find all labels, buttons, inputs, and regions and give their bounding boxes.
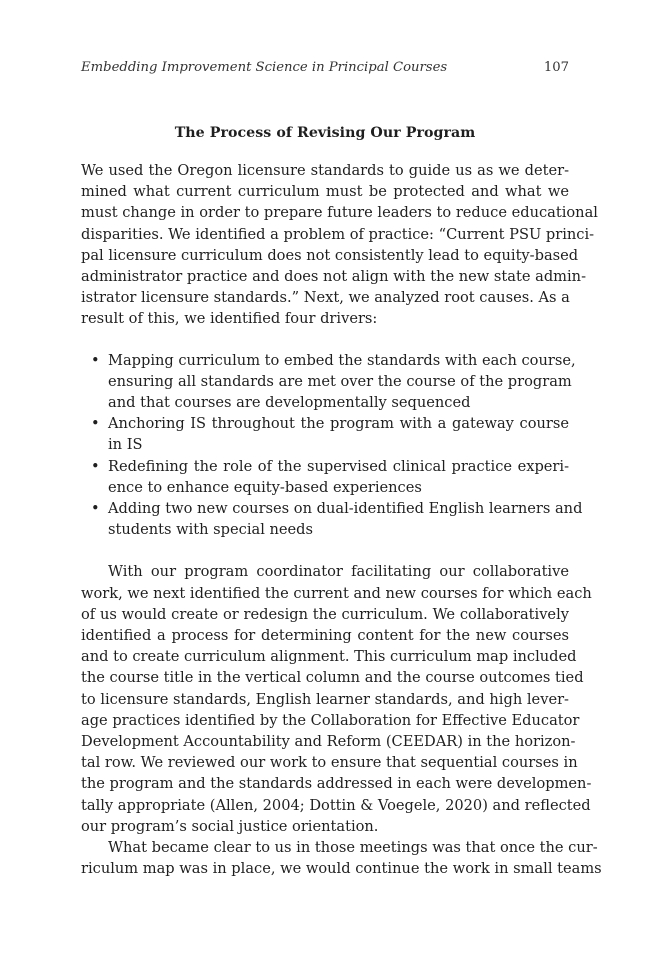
section-heading: The Process of Revising Our Program: [174, 125, 476, 141]
bullet-icon: •: [91, 415, 100, 433]
text-line: Anchoring IS throughout the program with a gateway course: [108, 415, 569, 433]
text-line: and that courses are developmentally sequenced: [108, 394, 471, 412]
text-line: and to create curriculum alignment. This curriculum map included: [81, 648, 577, 666]
text-line: result of this, we identified four drivers:: [81, 310, 378, 328]
text-line: tally appropriate (Allen, 2004; Dottin & Voegele, 2020) and reflected: [81, 796, 591, 814]
text-line: riculum map was in place, we would continue the work in small teams: [81, 860, 602, 878]
text-line: must change in order to prepare future leaders to reduce educational: [81, 204, 598, 222]
paragraph-3: [81, 837, 602, 879]
text-line: istrator licensure standards.” Next, we analyzed root causes. As a: [81, 289, 570, 307]
text-line: mined what current curriculum must be protected and what we: [81, 183, 569, 201]
driver-item: [81, 413, 569, 455]
bullet-icon: •: [91, 457, 100, 475]
text-line: ence to enhance equity-based experiences: [108, 478, 422, 496]
text-line: What became clear to us in those meetings was that once the cur-: [108, 839, 598, 857]
text-line: in IS: [108, 436, 143, 454]
text-line: age practices identified by the Collaboration for Effective Educator: [81, 711, 580, 729]
running-head-title: Embedding Improvement Science in Principal Courses: [81, 60, 448, 75]
text-line: disparities. We identified a problem of practice: “Current PSU princi-: [81, 225, 595, 243]
text-line: to licensure standards, English learner standards, and high lever-: [81, 690, 569, 708]
book-page: [81, 60, 602, 880]
text-line: Redefining the role of the supervised clinical practice experi-: [108, 457, 569, 475]
text-line: Adding two new courses on dual-identified English learners and: [108, 500, 583, 518]
text-line: ensuring all standards are met over the course of the program: [108, 372, 572, 390]
text-line: pal licensure curriculum does not consistently lead to equity-based: [81, 246, 579, 264]
driver-item: [81, 498, 583, 540]
text-line: With our program coordinator facilitating our collaborative: [108, 563, 569, 581]
text-line: students with special needs: [108, 521, 314, 539]
page-number: 107: [543, 60, 569, 75]
driver-item: [81, 350, 576, 414]
text-line: tal row. We reviewed our work to ensure that sequential courses in: [81, 754, 578, 772]
text-line: our program’s social justice orientation.: [81, 817, 379, 835]
drivers-list: [81, 350, 583, 541]
text-line: Development Accountability and Reform (CEEDAR) in the horizon-: [81, 733, 576, 751]
text-line: the program and the standards addressed in each were developmen-: [81, 775, 592, 793]
text-line: Mapping curriculum to embed the standards with each course,: [108, 351, 576, 369]
body-text: [81, 160, 602, 880]
driver-item: [81, 456, 569, 498]
bullet-icon: •: [91, 351, 100, 369]
text-line: identified a process for determining content for the new courses: [81, 627, 569, 645]
text-line: We used the Oregon licensure standards to guide us as we deter-: [81, 162, 569, 179]
paragraph-2: [81, 561, 592, 837]
text-line: the course title in the vertical column and the course outcomes tied: [81, 669, 584, 687]
bullet-icon: •: [91, 500, 100, 518]
text-line: administrator practice and does not align with the new state admin-: [81, 268, 587, 286]
running-head: [81, 60, 569, 86]
paragraph-1: [81, 160, 598, 330]
text-line: of us would create or redesign the curriculum. We collaboratively: [81, 605, 569, 623]
text-line: work, we next identified the current and new courses for which each: [81, 584, 592, 602]
